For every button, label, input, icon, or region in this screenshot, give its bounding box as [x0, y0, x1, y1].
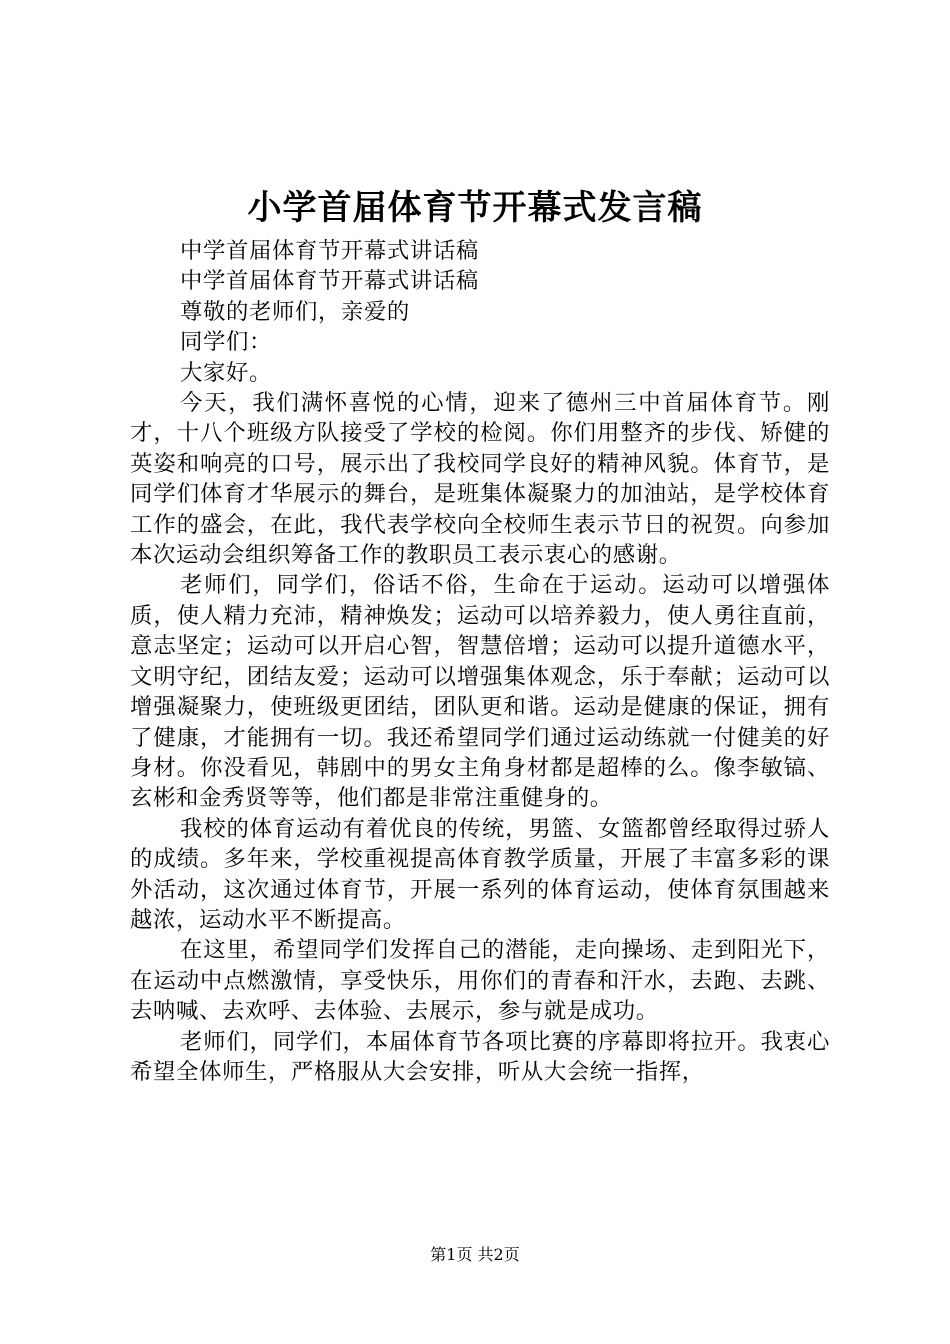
paragraph: 老师们，同学们，俗话不俗，生命在于运动。运动可以增强体质，使人精力充沛，精神焕发；运动可以培养毅力，使人勇往直前，意志坚定；运动可以开启心智，智慧倍增；运动可以提升道德水平，文明守纪，团结友爱；运动可以增强集体观念，乐于奉献；运动可以增强凝聚力，使班级更团结，团队更和谐。运动是健康的保证，拥有了健康，才能拥有一切。我还希望同学们通过运动练就一付健美的好身材。你没看见，韩剧中的男女主角身材都是超棒的么。像李敏镐、玄彬和金秀贤等等，他们都是非常注重健身的。	[130, 572, 830, 812]
page-footer: 第1页 共2页	[430, 1245, 520, 1264]
paragraph: 我校的体育运动有着优良的传统，男篮、女篮都曾经取得过骄人的成绩。多年来，学校重视提高体育教学质量，开展了丰富多彩的课外活动，这次通过体育节，开展一系列的体育运动，使体育氛围越来越浓，运动水平不断提高。	[130, 815, 830, 933]
paragraph: 中学首届体育节开幕式讲话稿	[180, 238, 479, 264]
paragraph: 尊敬的老师们，亲爱的	[180, 298, 410, 325]
document-body	[130, 236, 830, 1087]
paragraph: 在这里，希望同学们发挥自己的潜能，走向操场、走到阳光下，在运动中点燃激情，享受快乐，用你们的青春和汗水，去跑、去跳、去呐喊、去欢呼、去体验、去展示，参与就是成功。	[130, 937, 830, 1025]
paragraph: 老师们，同学们，本届体育节各项比赛的序幕即将拉开。我衷心希望全体师生，严格服从大会安排，听从大会统一指挥，	[130, 1028, 830, 1085]
paragraph: 今天，我们满怀喜悦的心情，迎来了德州三中首届体育节。刚才，十八个班级方队接受了学校的检阅。你们用整齐的步伐、矫健的英姿和响亮的口号，展示出了我校同学良好的精神风貌。体育节，是同学们体育才华展示的舞台，是班集体凝聚力的加油站，是学校体育工作的盛会，在此，我代表学校向全校师生表示节日的祝贺。向参加本次运动会组织筹备工作的教职员工表示衷心的感谢。	[130, 390, 830, 569]
paragraph: 中学首届体育节开幕式讲话稿	[180, 268, 479, 295]
paragraph: 同学们：	[180, 329, 272, 356]
paragraph: 大家好。	[180, 359, 272, 386]
document-title: 小学首届体育节开幕式发言稿	[247, 188, 703, 228]
